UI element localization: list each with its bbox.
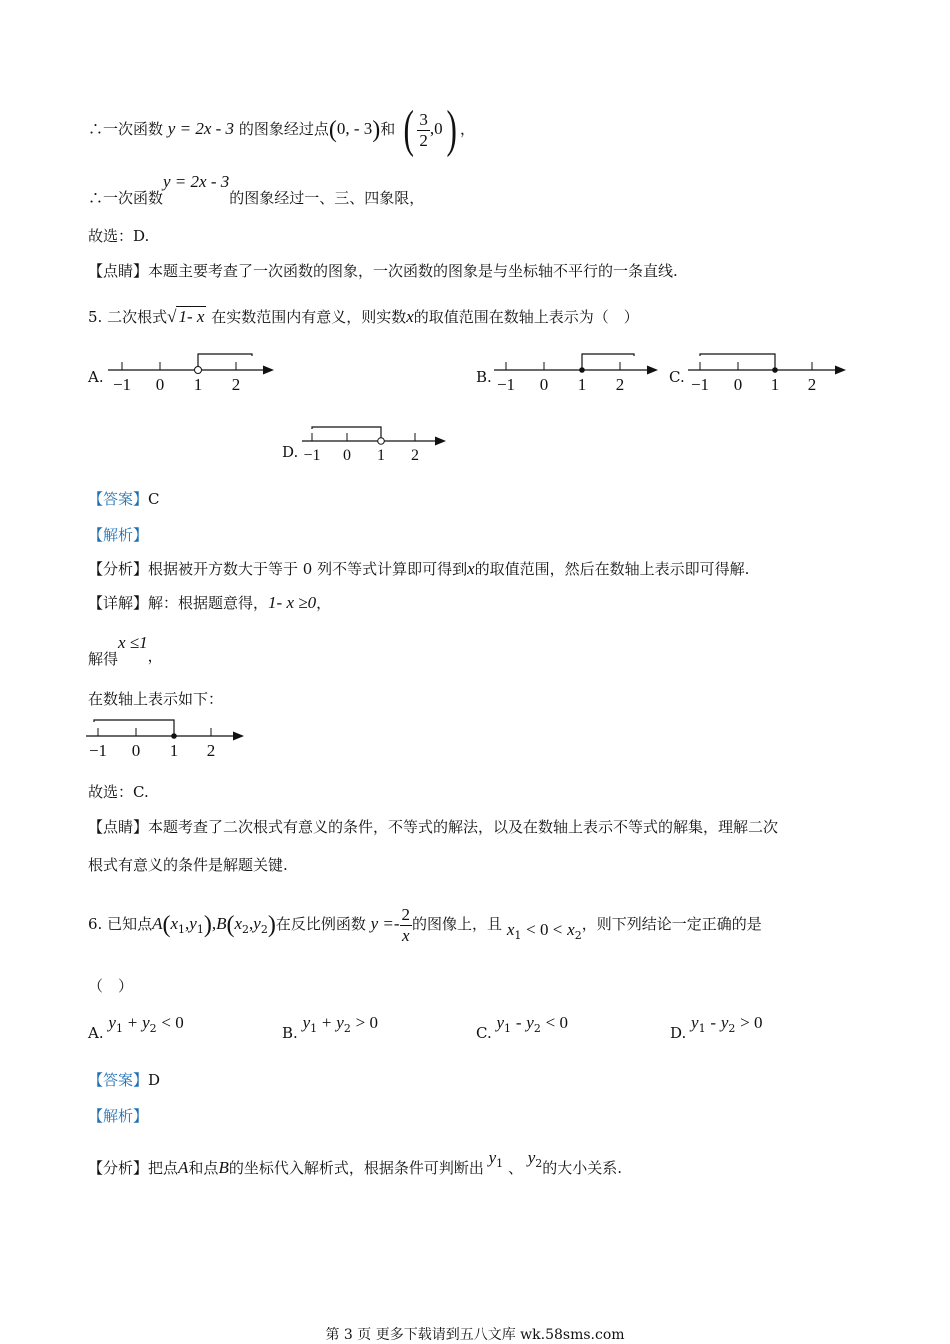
tick-label: 2 bbox=[615, 375, 625, 394]
text: ， bbox=[147, 647, 163, 665]
condition: $x_1 < 0 < x_2$ bbox=[506, 920, 582, 942]
text: 的坐标代入解析式，根据条件可判断出 bbox=[228, 1159, 484, 1177]
q6-stem bbox=[88, 902, 762, 954]
text: 的图象经过一、三、四象限， bbox=[229, 189, 425, 207]
radicand: 1- x bbox=[178, 307, 205, 326]
tick-label: 1 bbox=[377, 447, 385, 464]
comma: , bbox=[211, 914, 217, 933]
comment-text: 本题考查了二次根式有意义的条件，不等式的解法，以及在数轴上表示不等式的解集，理解二次 bbox=[148, 818, 779, 836]
q5-option-d-numberline[interactable] bbox=[300, 422, 460, 468]
sub: 2 bbox=[242, 923, 250, 936]
q6-option-a[interactable]: A. $y_1 + y_2 < 0$ bbox=[88, 1013, 184, 1042]
linear-function: y = 2x - 3 bbox=[167, 119, 235, 138]
answer-tag: 【答案】 bbox=[88, 490, 149, 508]
arrow bbox=[835, 366, 846, 375]
tick-label: −1 bbox=[303, 447, 321, 464]
option-label: A. bbox=[88, 1024, 104, 1042]
tick-label: 0 bbox=[733, 375, 743, 394]
q5-solve bbox=[88, 633, 163, 669]
paren: ) bbox=[446, 101, 457, 158]
range-bracket bbox=[582, 354, 634, 370]
q5-option-b-label[interactable]: B. bbox=[476, 368, 492, 386]
point-a: A bbox=[178, 1158, 189, 1177]
point-b: B bbox=[218, 1158, 229, 1177]
fenxi-tag: 【分析】 bbox=[88, 1159, 149, 1177]
tick-label: 0 bbox=[155, 375, 165, 394]
answer-value: C bbox=[148, 490, 160, 508]
arrow bbox=[233, 732, 244, 741]
sub: 1 bbox=[196, 923, 204, 936]
comma: , bbox=[249, 914, 254, 933]
tick-label: 2 bbox=[807, 375, 817, 394]
q5-comment-1 bbox=[88, 817, 778, 837]
tick-label: 2 bbox=[231, 375, 241, 394]
tick-label: −1 bbox=[496, 375, 516, 394]
paren: ( bbox=[328, 117, 337, 143]
tick-label: 1 bbox=[577, 375, 587, 394]
q4-choose: 故选：D. bbox=[88, 227, 150, 245]
page-footer: 第 3 页 更多下载请到五八文库 wk.58sms.com bbox=[325, 1327, 625, 1343]
q6-paren: （ ） bbox=[88, 977, 134, 995]
arrow bbox=[435, 437, 446, 446]
q5-option-a-numberline[interactable] bbox=[106, 348, 281, 396]
comment-tag: 【点睛】 bbox=[88, 262, 149, 280]
range-bracket bbox=[198, 354, 252, 370]
option-label: C. bbox=[476, 1024, 492, 1042]
q6-option-c[interactable]: C. $y_1 - y_2 < 0$ bbox=[476, 1013, 568, 1042]
paren: ) bbox=[203, 912, 212, 938]
answer-value: D bbox=[148, 1071, 161, 1089]
text: 根据被开方数大于等于 0 列不等式计算即可得到 bbox=[148, 560, 468, 578]
tick-label: 0 bbox=[131, 741, 141, 760]
fraction-3-2: $\frac{3}{2}$ bbox=[419, 109, 428, 150]
q5-fenxi bbox=[88, 559, 749, 579]
text: ∴一次函数 bbox=[88, 189, 164, 207]
q6-option-b[interactable]: B. $y_1 + y_2 > 0$ bbox=[282, 1013, 378, 1042]
y2: y bbox=[253, 914, 261, 933]
q5-option-a-label[interactable]: A. bbox=[88, 368, 104, 386]
fraction-2-x: $\frac{2}{x}$ bbox=[401, 904, 411, 945]
q5-answer bbox=[88, 489, 160, 509]
point-1: 0, - 3 bbox=[336, 119, 373, 138]
text: 5. 二次根式 bbox=[88, 308, 168, 326]
text: 在实数范围内有意义，则实数 bbox=[211, 308, 407, 326]
closed-dot bbox=[772, 367, 778, 373]
point-a: A bbox=[152, 914, 163, 933]
linear-function: y = 2x - 3 bbox=[163, 172, 230, 191]
fenxi-tag: 【分析】 bbox=[88, 560, 149, 578]
text: 解：根据题意得， bbox=[148, 594, 269, 612]
option-label: D. bbox=[670, 1024, 687, 1042]
function-lhs: y =- bbox=[370, 914, 400, 933]
comment-tag: 【点睛】 bbox=[88, 818, 149, 836]
q5-show-text: 在数轴上表示如下： bbox=[88, 690, 224, 708]
arrow bbox=[647, 366, 658, 375]
q4-comment bbox=[88, 261, 678, 281]
tick-label: 0 bbox=[539, 375, 549, 394]
q5-option-c-numberline[interactable] bbox=[686, 348, 861, 396]
sub: 1 bbox=[178, 923, 186, 936]
q5-stem bbox=[88, 306, 639, 327]
text: ， bbox=[316, 594, 332, 612]
closed-dot bbox=[579, 367, 585, 373]
text: 的取值范围在数轴上表示为（ ） bbox=[413, 308, 639, 326]
q6-answer bbox=[88, 1070, 160, 1090]
q6-analysis-tag: 【解析】 bbox=[88, 1107, 149, 1125]
open-dot bbox=[195, 367, 202, 374]
text: ， bbox=[459, 120, 475, 138]
text: 的取值范围，然后在数轴上表示即可得解. bbox=[474, 560, 750, 578]
q5-option-d-label[interactable]: D. bbox=[282, 443, 299, 461]
text: 、 bbox=[507, 1159, 523, 1177]
var-x: x bbox=[406, 307, 414, 326]
q5-analysis-tag: 【解析】 bbox=[88, 526, 149, 544]
x2: x bbox=[234, 914, 243, 933]
paren: ( bbox=[162, 912, 171, 938]
solution-inequality: x ≤1 bbox=[118, 633, 148, 652]
tick-label: −1 bbox=[690, 375, 710, 394]
answer-tag: 【答案】 bbox=[88, 1071, 149, 1089]
sub: 2 bbox=[260, 923, 268, 936]
text: 的大小关系. bbox=[542, 1159, 623, 1177]
q6-fenxi bbox=[88, 1148, 622, 1178]
text: ，则下列结论一定正确的是 bbox=[581, 915, 762, 933]
text: 和点 bbox=[188, 1159, 219, 1177]
paren: ) bbox=[372, 117, 381, 143]
option-label: B. bbox=[282, 1024, 298, 1042]
q4-therefore-line-2 bbox=[88, 172, 424, 208]
paren: ( bbox=[403, 101, 414, 158]
tick-label: 0 bbox=[343, 447, 351, 464]
tick-label: −1 bbox=[112, 375, 132, 394]
q4-therefore-line-1 bbox=[88, 101, 475, 158]
closed-dot bbox=[171, 733, 177, 739]
open-dot bbox=[378, 438, 385, 445]
q5-solution-numberline bbox=[84, 714, 259, 762]
text: 把点 bbox=[148, 1159, 179, 1177]
paren: ( bbox=[226, 912, 235, 938]
arrow bbox=[263, 366, 274, 375]
radical-sign: √ bbox=[167, 307, 177, 326]
tick-label: 1 bbox=[193, 375, 203, 394]
tick-label: 1 bbox=[770, 375, 780, 394]
tick-label: 1 bbox=[169, 741, 179, 760]
text: 在反比例函数 bbox=[275, 915, 366, 933]
y1-symbol: $y_1$ bbox=[488, 1148, 504, 1170]
inequality: 1- x ≥0 bbox=[268, 593, 317, 612]
comma: , bbox=[185, 914, 190, 933]
point-b: B bbox=[216, 914, 227, 933]
y1: y bbox=[189, 914, 197, 933]
text: 的图像上，且 bbox=[412, 915, 503, 933]
var-x: x bbox=[467, 559, 475, 578]
tick-label: 2 bbox=[411, 447, 419, 464]
detail-tag: 【详解】 bbox=[88, 594, 149, 612]
tick-label: 2 bbox=[206, 741, 216, 760]
text: 解得 bbox=[88, 650, 119, 668]
tick-label: −1 bbox=[88, 741, 108, 760]
text: 和 bbox=[380, 120, 396, 138]
range-bracket bbox=[94, 720, 174, 736]
text: 的图象经过点 bbox=[238, 120, 329, 138]
paren: ) bbox=[267, 912, 276, 938]
point-2-rest: ,0 bbox=[429, 119, 443, 138]
q5-detail bbox=[88, 593, 331, 613]
comment-text: 本题主要考查了一次函数的图象，一次函数的图象是与坐标轴不平行的一条直线. bbox=[148, 262, 678, 280]
y2-symbol: $y_2$ bbox=[527, 1148, 543, 1170]
q5-choose: 故选：C. bbox=[88, 783, 149, 801]
q5-comment-2: 根式有意义的条件是解题关键. bbox=[88, 856, 288, 874]
text: 6. 已知点 bbox=[88, 915, 153, 933]
q6-option-d[interactable]: D. $y_1 - y_2 > 0$ bbox=[670, 1013, 763, 1042]
q5-option-b-numberline[interactable] bbox=[492, 348, 667, 396]
text: ∴一次函数 bbox=[88, 120, 164, 138]
q5-option-c-label[interactable]: C. bbox=[669, 368, 685, 386]
x1: x bbox=[170, 914, 179, 933]
